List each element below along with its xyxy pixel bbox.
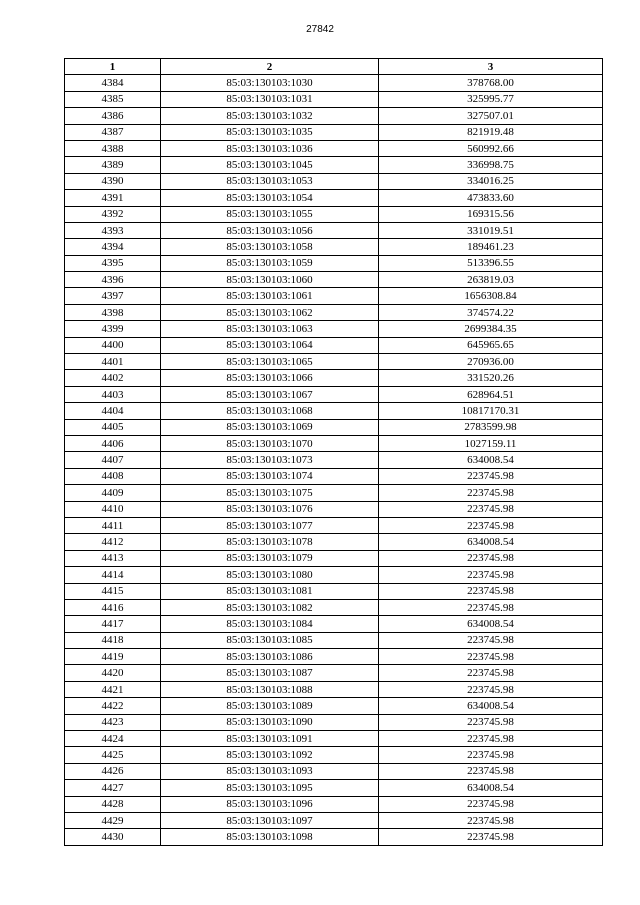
table-header-row	[65, 59, 603, 75]
table-body	[65, 75, 603, 845]
table-row	[65, 632, 603, 648]
row-number-cell: 4424	[65, 731, 161, 747]
cadastral-number-cell: 85:03:130103:1084	[161, 616, 379, 632]
table-row	[65, 157, 603, 173]
table-row	[65, 222, 603, 238]
table-row	[65, 239, 603, 255]
value-cell: 634008.54	[379, 452, 603, 468]
table-row	[65, 780, 603, 796]
table-row	[65, 288, 603, 304]
value-cell: 513396.55	[379, 255, 603, 271]
row-number-cell: 4384	[65, 75, 161, 91]
cadastral-value-table	[64, 58, 603, 846]
table-row	[65, 550, 603, 566]
cadastral-number-cell: 85:03:130103:1087	[161, 665, 379, 681]
table-row	[65, 419, 603, 435]
table-row	[65, 649, 603, 665]
row-number-cell: 4390	[65, 173, 161, 189]
value-cell: 223745.98	[379, 550, 603, 566]
row-number-cell: 4386	[65, 108, 161, 124]
row-number-cell: 4404	[65, 403, 161, 419]
value-cell: 473833.60	[379, 190, 603, 206]
table-row	[65, 255, 603, 271]
row-number-cell: 4389	[65, 157, 161, 173]
column-header-2: 2	[161, 59, 379, 75]
value-cell: 374574.22	[379, 304, 603, 320]
table-row	[65, 304, 603, 320]
row-number-cell: 4396	[65, 272, 161, 288]
cadastral-number-cell: 85:03:130103:1045	[161, 157, 379, 173]
row-number-cell: 4409	[65, 485, 161, 501]
table-row	[65, 812, 603, 828]
table-row	[65, 485, 603, 501]
cadastral-number-cell: 85:03:130103:1031	[161, 91, 379, 107]
row-number-cell: 4385	[65, 91, 161, 107]
value-cell: 2783599.98	[379, 419, 603, 435]
cadastral-number-cell: 85:03:130103:1092	[161, 747, 379, 763]
row-number-cell: 4400	[65, 337, 161, 353]
cadastral-number-cell: 85:03:130103:1066	[161, 370, 379, 386]
value-cell: 560992.66	[379, 140, 603, 156]
row-number-cell: 4411	[65, 517, 161, 533]
row-number-cell: 4387	[65, 124, 161, 140]
value-cell: 223745.98	[379, 812, 603, 828]
cadastral-number-cell: 85:03:130103:1081	[161, 583, 379, 599]
row-number-cell: 4416	[65, 599, 161, 615]
cadastral-number-cell: 85:03:130103:1095	[161, 780, 379, 796]
cadastral-number-cell: 85:03:130103:1093	[161, 763, 379, 779]
table-row	[65, 829, 603, 845]
cadastral-number-cell: 85:03:130103:1035	[161, 124, 379, 140]
column-header-1: 1	[65, 59, 161, 75]
row-number-cell: 4426	[65, 763, 161, 779]
row-number-cell: 4418	[65, 632, 161, 648]
table-row	[65, 567, 603, 583]
column-header-3: 3	[379, 59, 603, 75]
cadastral-number-cell: 85:03:130103:1077	[161, 517, 379, 533]
table-row	[65, 468, 603, 484]
cadastral-number-cell: 85:03:130103:1086	[161, 649, 379, 665]
table-row	[65, 665, 603, 681]
table-row	[65, 321, 603, 337]
table-row	[65, 140, 603, 156]
table-row	[65, 124, 603, 140]
row-number-cell: 4429	[65, 812, 161, 828]
value-cell: 2699384.35	[379, 321, 603, 337]
cadastral-number-cell: 85:03:130103:1030	[161, 75, 379, 91]
table-row	[65, 763, 603, 779]
row-number-cell: 4392	[65, 206, 161, 222]
table-row	[65, 698, 603, 714]
value-cell: 327507.01	[379, 108, 603, 124]
value-cell: 223745.98	[379, 731, 603, 747]
value-cell: 223745.98	[379, 829, 603, 845]
cadastral-number-cell: 85:03:130103:1058	[161, 239, 379, 255]
row-number-cell: 4430	[65, 829, 161, 845]
table-row	[65, 435, 603, 451]
table-row	[65, 517, 603, 533]
table-row	[65, 337, 603, 353]
row-number-cell: 4388	[65, 140, 161, 156]
value-cell: 223745.98	[379, 681, 603, 697]
cadastral-number-cell: 85:03:130103:1090	[161, 714, 379, 730]
row-number-cell: 4421	[65, 681, 161, 697]
cadastral-number-cell: 85:03:130103:1076	[161, 501, 379, 517]
table-row	[65, 91, 603, 107]
table-row	[65, 599, 603, 615]
table-row	[65, 534, 603, 550]
row-number-cell: 4422	[65, 698, 161, 714]
cadastral-number-cell: 85:03:130103:1032	[161, 108, 379, 124]
cadastral-number-cell: 85:03:130103:1070	[161, 435, 379, 451]
value-cell: 223745.98	[379, 763, 603, 779]
value-cell: 270936.00	[379, 354, 603, 370]
row-number-cell: 4394	[65, 239, 161, 255]
row-number-cell: 4395	[65, 255, 161, 271]
cadastral-number-cell: 85:03:130103:1078	[161, 534, 379, 550]
row-number-cell: 4427	[65, 780, 161, 796]
cadastral-number-cell: 85:03:130103:1073	[161, 452, 379, 468]
cadastral-number-cell: 85:03:130103:1080	[161, 567, 379, 583]
cadastral-number-cell: 85:03:130103:1063	[161, 321, 379, 337]
table-row	[65, 501, 603, 517]
table-row	[65, 190, 603, 206]
table-row	[65, 403, 603, 419]
row-number-cell: 4398	[65, 304, 161, 320]
table-row	[65, 583, 603, 599]
cadastral-number-cell: 85:03:130103:1096	[161, 796, 379, 812]
value-cell: 223745.98	[379, 567, 603, 583]
value-cell: 223745.98	[379, 468, 603, 484]
value-cell: 223745.98	[379, 599, 603, 615]
row-number-cell: 4414	[65, 567, 161, 583]
cadastral-number-cell: 85:03:130103:1055	[161, 206, 379, 222]
row-number-cell: 4403	[65, 386, 161, 402]
table-row	[65, 386, 603, 402]
value-cell: 223745.98	[379, 517, 603, 533]
cadastral-number-cell: 85:03:130103:1097	[161, 812, 379, 828]
value-cell: 263819.03	[379, 272, 603, 288]
cadastral-number-cell: 85:03:130103:1060	[161, 272, 379, 288]
value-cell: 821919.48	[379, 124, 603, 140]
cadastral-number-cell: 85:03:130103:1053	[161, 173, 379, 189]
row-number-cell: 4417	[65, 616, 161, 632]
row-number-cell: 4415	[65, 583, 161, 599]
cadastral-number-cell: 85:03:130103:1074	[161, 468, 379, 484]
cadastral-number-cell: 85:03:130103:1085	[161, 632, 379, 648]
table-row	[65, 75, 603, 91]
table-row	[65, 108, 603, 124]
value-cell: 223745.98	[379, 501, 603, 517]
value-cell: 331019.51	[379, 222, 603, 238]
row-number-cell: 4399	[65, 321, 161, 337]
value-cell: 378768.00	[379, 75, 603, 91]
cadastral-number-cell: 85:03:130103:1069	[161, 419, 379, 435]
cadastral-number-cell: 85:03:130103:1036	[161, 140, 379, 156]
row-number-cell: 4407	[65, 452, 161, 468]
table-row	[65, 206, 603, 222]
row-number-cell: 4402	[65, 370, 161, 386]
value-cell: 223745.98	[379, 665, 603, 681]
cadastral-number-cell: 85:03:130103:1088	[161, 681, 379, 697]
row-number-cell: 4428	[65, 796, 161, 812]
cadastral-number-cell: 85:03:130103:1098	[161, 829, 379, 845]
cadastral-number-cell: 85:03:130103:1054	[161, 190, 379, 206]
page-number: 27842	[306, 24, 334, 35]
value-cell: 634008.54	[379, 534, 603, 550]
cadastral-number-cell: 85:03:130103:1068	[161, 403, 379, 419]
cadastral-number-cell: 85:03:130103:1082	[161, 599, 379, 615]
table-row	[65, 354, 603, 370]
table-row	[65, 616, 603, 632]
cadastral-number-cell: 85:03:130103:1059	[161, 255, 379, 271]
row-number-cell: 4412	[65, 534, 161, 550]
cadastral-number-cell: 85:03:130103:1067	[161, 386, 379, 402]
cadastral-number-cell: 85:03:130103:1064	[161, 337, 379, 353]
table-row	[65, 272, 603, 288]
table-row	[65, 452, 603, 468]
cadastral-number-cell: 85:03:130103:1079	[161, 550, 379, 566]
cadastral-number-cell: 85:03:130103:1062	[161, 304, 379, 320]
value-cell: 1027159.11	[379, 435, 603, 451]
row-number-cell: 4423	[65, 714, 161, 730]
row-number-cell: 4425	[65, 747, 161, 763]
value-cell: 223745.98	[379, 649, 603, 665]
value-cell: 336998.75	[379, 157, 603, 173]
value-cell: 189461.23	[379, 239, 603, 255]
row-number-cell: 4406	[65, 435, 161, 451]
cadastral-number-cell: 85:03:130103:1056	[161, 222, 379, 238]
cadastral-number-cell: 85:03:130103:1091	[161, 731, 379, 747]
value-cell: 10817170.31	[379, 403, 603, 419]
row-number-cell: 4397	[65, 288, 161, 304]
row-number-cell: 4419	[65, 649, 161, 665]
row-number-cell: 4420	[65, 665, 161, 681]
value-cell: 325995.77	[379, 91, 603, 107]
cadastral-number-cell: 85:03:130103:1061	[161, 288, 379, 304]
value-cell: 223745.98	[379, 632, 603, 648]
value-cell: 169315.56	[379, 206, 603, 222]
value-cell: 634008.54	[379, 616, 603, 632]
table-row	[65, 731, 603, 747]
value-cell: 645965.65	[379, 337, 603, 353]
row-number-cell: 4408	[65, 468, 161, 484]
row-number-cell: 4393	[65, 222, 161, 238]
value-cell: 634008.54	[379, 698, 603, 714]
row-number-cell: 4413	[65, 550, 161, 566]
value-cell: 223745.98	[379, 714, 603, 730]
cadastral-number-cell: 85:03:130103:1075	[161, 485, 379, 501]
value-cell: 331520.26	[379, 370, 603, 386]
value-cell: 223745.98	[379, 583, 603, 599]
value-cell: 334016.25	[379, 173, 603, 189]
row-number-cell: 4405	[65, 419, 161, 435]
value-cell: 223745.98	[379, 485, 603, 501]
value-cell: 223745.98	[379, 796, 603, 812]
cadastral-number-cell: 85:03:130103:1065	[161, 354, 379, 370]
table-row	[65, 747, 603, 763]
table-row	[65, 714, 603, 730]
value-cell: 628964.51	[379, 386, 603, 402]
table-row	[65, 796, 603, 812]
table-row	[65, 173, 603, 189]
row-number-cell: 4401	[65, 354, 161, 370]
cadastral-number-cell: 85:03:130103:1089	[161, 698, 379, 714]
table-row	[65, 681, 603, 697]
row-number-cell: 4410	[65, 501, 161, 517]
value-cell: 634008.54	[379, 780, 603, 796]
value-cell: 223745.98	[379, 747, 603, 763]
table-row	[65, 370, 603, 386]
row-number-cell: 4391	[65, 190, 161, 206]
value-cell: 1656308.84	[379, 288, 603, 304]
